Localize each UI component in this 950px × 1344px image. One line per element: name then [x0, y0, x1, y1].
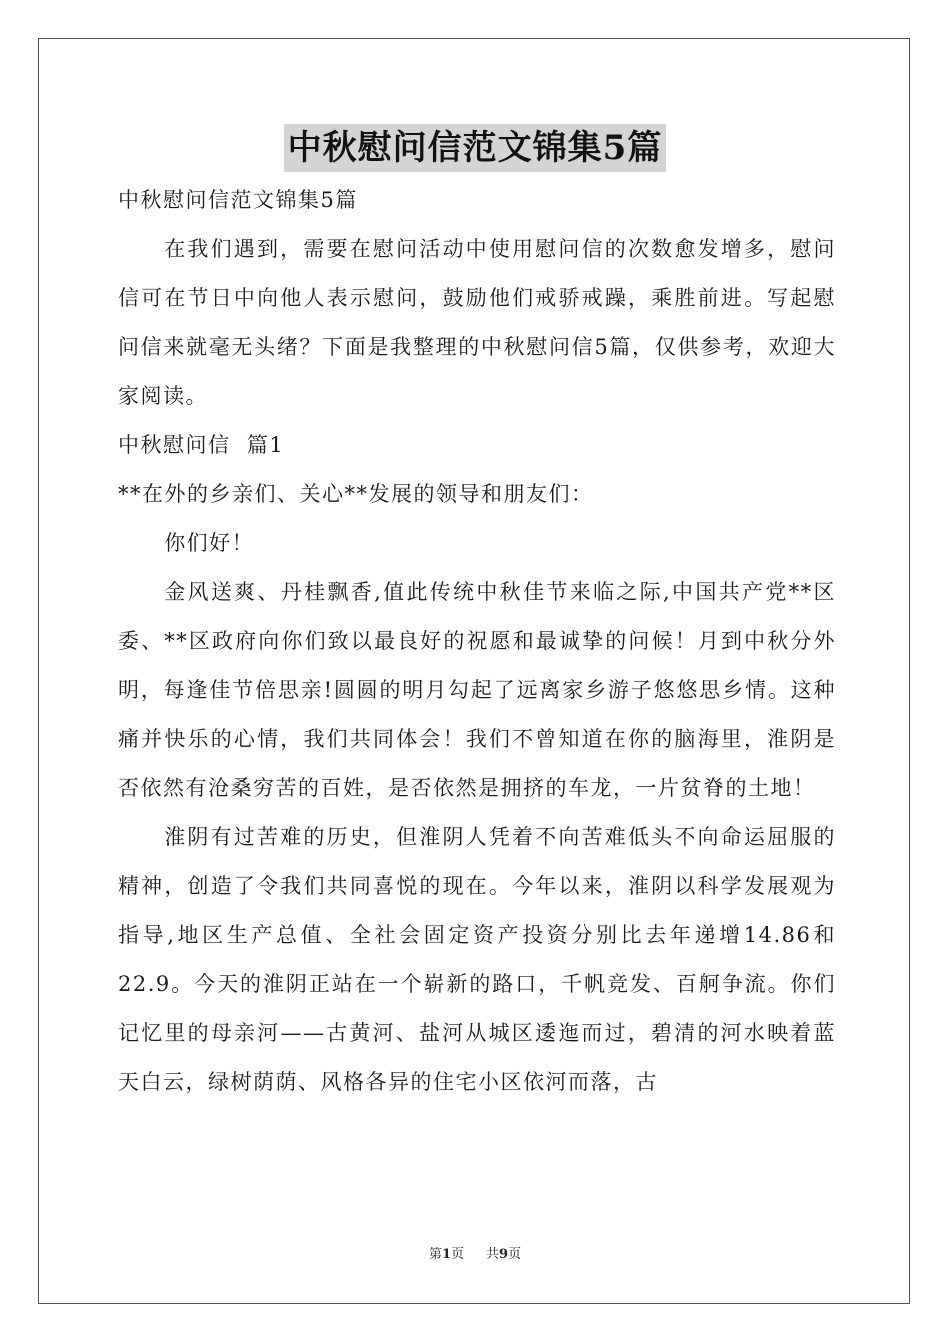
document-body: [118, 176, 836, 1107]
body-paragraph-1: 金风送爽、丹桂飘香,值此传统中秋佳节来临之际,中国共产党**区委、**区政府向你们致以最良好的祝愿和最诚挚的问候！月到中秋分外明，每逢佳节倍思亲!圆圆的明月勾起了远离家乡游子悠悠思乡情。这种痛并快乐的心情，我们共同体会！我们不曾知道在你的脑海里，淮阴是否依然有沧桑穷苦的百姓，是否依然是拥挤的车龙，一片贫脊的土地！: [118, 580, 836, 800]
document-subtitle: 中秋慰问信范文锦集5篇: [118, 188, 358, 212]
total-prefix: 共: [486, 1247, 500, 1262]
title-container: [0, 124, 950, 172]
page-prefix: 第: [428, 1247, 442, 1262]
greeting: 你们好！: [164, 531, 255, 555]
total-page-number: 9: [499, 1247, 509, 1262]
page-suffix: 页: [450, 1247, 464, 1262]
salutation: **在外的乡亲们、关心**发展的领导和朋友们：: [118, 482, 594, 506]
intro-paragraph: 在我们遇到，需要在慰问活动中使用慰问信的次数愈发增多，慰问信可在节日中向他人表示慰问，鼓励他们戒骄戒躁，乘胜前进。写起慰问信来就毫无头绪？下面是我整理的中秋慰问信5篇，仅供参考，欢迎大家阅读。: [118, 237, 836, 408]
page-footer: [0, 1246, 950, 1264]
current-page-number: 1: [441, 1247, 451, 1262]
document-title: 中秋慰问信范文锦集5篇: [284, 124, 667, 172]
total-suffix: 页: [508, 1247, 522, 1262]
body-paragraph-2: 淮阴有过苦难的历史，但淮阴人凭着不向苦难低头不向命运屈服的精神，创造了令我们共同喜悦的现在。今年以来，淮阴以科学发展观为指导,地区生产总值、全社会固定资产投资分别比去年递增14.86和22.9。今天的淮阴正站在一个崭新的路口，千帆竞发、百舸争流。你们记忆里的母亲河——古黄河、盐河从城区逶迤而过，碧清的河水映着蓝天白云，绿树荫荫、风格各异的住宅小区依河而落，古: [118, 825, 836, 1094]
section-heading: 中秋慰问信 篇1: [118, 433, 285, 457]
